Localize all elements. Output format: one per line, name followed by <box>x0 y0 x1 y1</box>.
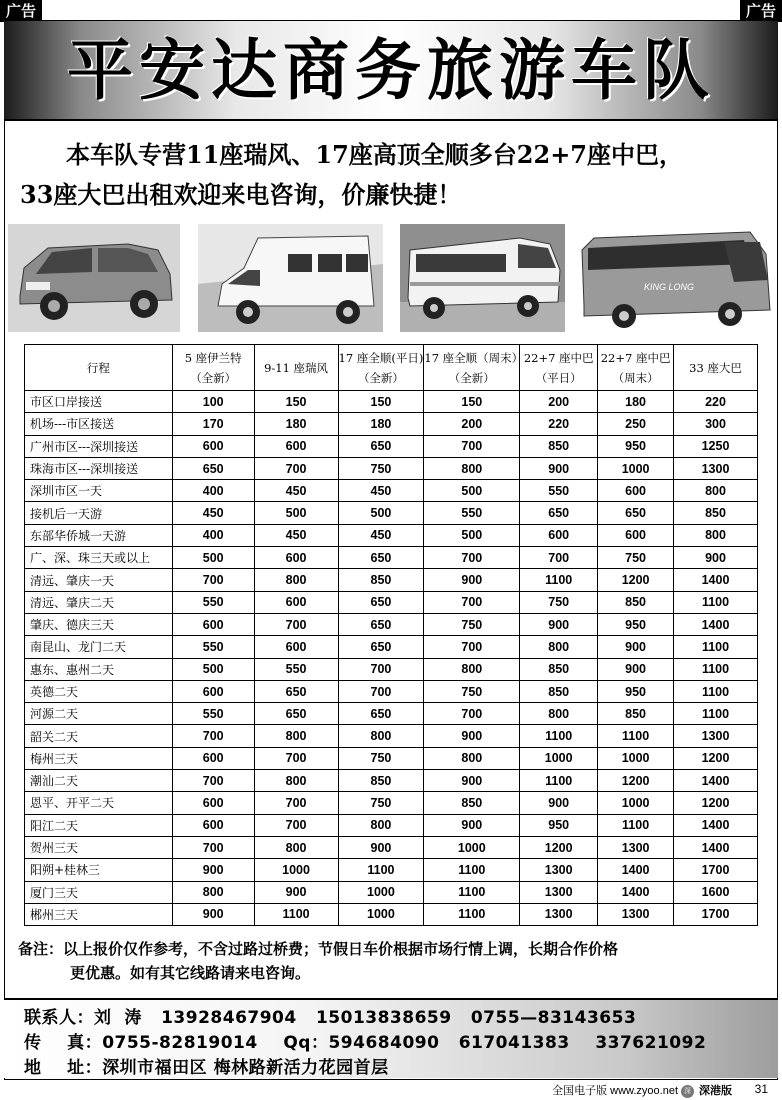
header-vehicle-3 <box>338 345 424 391</box>
route-cell: 南昆山、龙门二天 <box>25 636 173 658</box>
price-cell: 850 <box>338 770 424 792</box>
price-cell: 800 <box>424 747 520 769</box>
price-cell: 500 <box>254 502 338 524</box>
price-cell: 1100 <box>520 569 598 591</box>
table-row <box>25 770 758 792</box>
price-cell: 650 <box>254 703 338 725</box>
contact-person-row <box>24 1003 636 1028</box>
price-cell: 1000 <box>520 747 598 769</box>
price-cell: 450 <box>254 524 338 546</box>
price-cell: 900 <box>424 725 520 747</box>
price-cell: 800 <box>254 770 338 792</box>
table-row <box>25 881 758 903</box>
price-cell: 170 <box>172 413 254 435</box>
header-vehicle-2 <box>254 345 338 391</box>
price-cell: 1300 <box>674 725 758 747</box>
table-row <box>25 725 758 747</box>
price-cell: 1000 <box>338 903 424 925</box>
price-cell: 850 <box>520 435 598 457</box>
price-cell: 1100 <box>674 591 758 613</box>
price-cell: 550 <box>172 703 254 725</box>
table-row <box>25 836 758 858</box>
price-cell: 1000 <box>598 792 674 814</box>
price-cell: 1200 <box>674 747 758 769</box>
price-cell: 850 <box>674 502 758 524</box>
minivan-photo <box>8 224 180 332</box>
price-cell: 180 <box>254 413 338 435</box>
price-cell: 150 <box>254 391 338 413</box>
contact-fax-value: 0755-82819014 Qq：594684090 617041383 337621092 <box>102 1033 707 1053</box>
contact-address-row <box>24 1053 389 1078</box>
price-cell: 850 <box>598 591 674 613</box>
price-cell: 700 <box>172 569 254 591</box>
price-cell: 1400 <box>674 814 758 836</box>
price-cell: 1400 <box>674 613 758 635</box>
price-cell: 450 <box>254 480 338 502</box>
price-cell: 200 <box>424 413 520 435</box>
intro-line-2: 33座大巴出租欢迎来电咨询，价廉快捷！ <box>20 180 462 209</box>
price-cell: 1100 <box>424 859 520 881</box>
price-cell: 650 <box>338 703 424 725</box>
header-vehicle-7 <box>674 345 758 391</box>
table-header-row <box>25 345 758 391</box>
price-cell: 1700 <box>674 903 758 925</box>
price-cell: 750 <box>338 747 424 769</box>
table-row <box>25 680 758 702</box>
price-cell: 900 <box>172 859 254 881</box>
price-cell: 900 <box>520 792 598 814</box>
price-cell: 750 <box>424 613 520 635</box>
price-cell: 600 <box>598 480 674 502</box>
footer-site: 全国电子版 www.zyoo.net <box>552 1085 678 1097</box>
price-cell: 1100 <box>674 658 758 680</box>
route-cell: 市区口岸接送 <box>25 391 173 413</box>
route-cell: 河源二天 <box>25 703 173 725</box>
price-cell: 200 <box>520 391 598 413</box>
price-cell: 750 <box>338 792 424 814</box>
price-cell: 600 <box>520 524 598 546</box>
price-cell: 1200 <box>520 836 598 858</box>
table-row <box>25 502 758 524</box>
price-cell: 700 <box>338 680 424 702</box>
price-cell: 650 <box>338 636 424 658</box>
price-cell: 600 <box>172 792 254 814</box>
table-row <box>25 480 758 502</box>
contact-fax-label: 传 真： <box>24 1033 103 1053</box>
route-cell: 东部华侨城一天游 <box>25 524 173 546</box>
price-cell: 1100 <box>338 859 424 881</box>
price-cell: 850 <box>520 680 598 702</box>
header-line-2: （周末） <box>612 370 659 385</box>
header-line-1: 行程 <box>86 360 110 375</box>
price-cell: 950 <box>598 680 674 702</box>
header-route <box>25 345 173 391</box>
intro-line-1: 本车队专营11座瑞风、17座高顶全顺多台22+7座中巴， <box>66 140 684 169</box>
table-row <box>25 792 758 814</box>
price-cell: 850 <box>598 703 674 725</box>
coach-bus-photo <box>574 224 774 332</box>
price-cell: 800 <box>674 524 758 546</box>
price-cell: 550 <box>172 636 254 658</box>
price-cell: 900 <box>520 457 598 479</box>
title-banner <box>4 21 778 121</box>
price-cell: 750 <box>338 457 424 479</box>
price-cell: 900 <box>598 658 674 680</box>
price-cell: 1100 <box>598 814 674 836</box>
contact-address-value: 深圳市福田区 梅林路新活力花园首层 <box>102 1058 389 1078</box>
price-cell: 1200 <box>598 569 674 591</box>
price-cell: 1400 <box>598 881 674 903</box>
table-row <box>25 524 758 546</box>
price-cell: 220 <box>520 413 598 435</box>
price-cell: 550 <box>424 502 520 524</box>
route-cell: 惠东、惠州二天 <box>25 658 173 680</box>
table-row <box>25 457 758 479</box>
price-cell: 700 <box>424 547 520 569</box>
footer-edition: 深港版 <box>699 1085 732 1097</box>
price-cell: 1300 <box>598 903 674 925</box>
route-cell: 阳江二天 <box>25 814 173 836</box>
price-cell: 100 <box>172 391 254 413</box>
price-cell: 450 <box>338 524 424 546</box>
price-cell: 1100 <box>424 903 520 925</box>
page-footer <box>552 1082 732 1098</box>
price-cell: 500 <box>172 547 254 569</box>
price-cell: 1100 <box>674 636 758 658</box>
price-cell: 700 <box>172 836 254 858</box>
price-cell: 700 <box>424 435 520 457</box>
route-cell: 贺州三天 <box>25 836 173 858</box>
price-cell: 550 <box>520 480 598 502</box>
bus-brand-text: KING LONG <box>644 282 695 292</box>
price-cell: 1400 <box>598 859 674 881</box>
table-row <box>25 703 758 725</box>
table-row <box>25 658 758 680</box>
route-cell: 广州市区---深圳接送 <box>25 435 173 457</box>
price-cell: 650 <box>172 457 254 479</box>
price-cell: 900 <box>254 881 338 903</box>
price-cell: 1300 <box>520 903 598 925</box>
price-cell: 1700 <box>674 859 758 881</box>
price-cell: 1100 <box>674 703 758 725</box>
table-row <box>25 859 758 881</box>
price-cell: 600 <box>172 747 254 769</box>
route-cell: 珠海市区---深圳接送 <box>25 457 173 479</box>
price-cell: 250 <box>598 413 674 435</box>
price-cell: 700 <box>172 770 254 792</box>
price-cell: 800 <box>674 480 758 502</box>
price-cell: 150 <box>338 391 424 413</box>
price-cell: 950 <box>520 814 598 836</box>
price-cell: 600 <box>172 613 254 635</box>
table-row <box>25 569 758 591</box>
price-cell: 450 <box>338 480 424 502</box>
header-line-1: 9-11 座瑞风 <box>264 360 329 375</box>
header-line-2: （全新） <box>357 370 404 385</box>
route-cell: 英德二天 <box>25 680 173 702</box>
table-row <box>25 903 758 925</box>
price-cell: 550 <box>254 658 338 680</box>
route-cell: 清远、肇庆二天 <box>25 591 173 613</box>
ad-tag-left: 广告 <box>0 0 42 22</box>
price-cell: 650 <box>598 502 674 524</box>
price-cell: 650 <box>520 502 598 524</box>
price-cell: 800 <box>254 725 338 747</box>
price-cell: 700 <box>424 591 520 613</box>
price-cell: 500 <box>338 502 424 524</box>
price-cell: 900 <box>598 636 674 658</box>
price-cell: 850 <box>338 569 424 591</box>
header-vehicle-6 <box>598 345 674 391</box>
remarks-label: 备注： <box>18 940 64 958</box>
price-cell: 650 <box>254 680 338 702</box>
price-cell: 900 <box>674 547 758 569</box>
price-cell: 850 <box>520 658 598 680</box>
header-vehicle-5 <box>520 345 598 391</box>
price-cell: 600 <box>172 814 254 836</box>
remarks-line-2: 更优惠。如有其它线路请来电咨询。 <box>70 964 311 982</box>
price-cell: 800 <box>254 569 338 591</box>
route-cell: 恩平、开平二天 <box>25 792 173 814</box>
intro-text <box>20 135 770 215</box>
price-cell: 700 <box>338 658 424 680</box>
van-photo <box>198 224 383 332</box>
price-cell: 700 <box>254 613 338 635</box>
remarks-line-1: 以上报价仅作参考，不含过路过桥费；节假日车价根据市场行情上调，长期合作价格 <box>63 940 619 958</box>
minibus-photo <box>400 224 565 332</box>
price-cell: 950 <box>598 435 674 457</box>
price-cell: 800 <box>520 636 598 658</box>
price-cell: 600 <box>172 435 254 457</box>
price-cell: 950 <box>598 613 674 635</box>
price-cell: 550 <box>172 591 254 613</box>
price-cell: 1100 <box>598 725 674 747</box>
vehicle-photos <box>8 224 774 334</box>
price-cell: 600 <box>254 591 338 613</box>
price-cell: 150 <box>424 391 520 413</box>
page-title: 平安达商务旅游车队 <box>67 32 715 109</box>
price-cell: 1200 <box>598 770 674 792</box>
price-cell: 700 <box>254 814 338 836</box>
route-cell: 肇庆、德庆三天 <box>25 613 173 635</box>
price-cell: 1100 <box>520 770 598 792</box>
price-cell: 700 <box>424 636 520 658</box>
price-cell: 700 <box>172 725 254 747</box>
route-cell: 郴州三天 <box>25 903 173 925</box>
price-cell: 900 <box>172 903 254 925</box>
price-cell: 180 <box>338 413 424 435</box>
price-cell: 1000 <box>598 747 674 769</box>
header-vehicle-4 <box>424 345 524 391</box>
price-cell: 1400 <box>674 836 758 858</box>
price-cell: 1200 <box>674 792 758 814</box>
route-cell: 广、深、珠三天或以上 <box>25 547 173 569</box>
page-number: 31 <box>754 1082 768 1096</box>
route-cell: 韶关二天 <box>25 725 173 747</box>
price-table <box>24 344 758 926</box>
table-row <box>25 547 758 569</box>
price-cell: 500 <box>172 658 254 680</box>
price-cell: 700 <box>424 703 520 725</box>
table-row <box>25 435 758 457</box>
price-cell: 600 <box>598 524 674 546</box>
ad-tag-right: 广告 <box>740 0 782 22</box>
route-cell: 接机后一天游 <box>25 502 173 524</box>
price-cell: 800 <box>338 814 424 836</box>
price-cell: 800 <box>172 881 254 903</box>
price-cell: 700 <box>254 747 338 769</box>
price-cell: 1400 <box>674 770 758 792</box>
price-cell: 800 <box>424 658 520 680</box>
price-cell: 800 <box>424 457 520 479</box>
price-cell: 700 <box>254 792 338 814</box>
contact-panel <box>4 998 778 1078</box>
price-cell: 450 <box>172 502 254 524</box>
price-cell: 650 <box>338 613 424 635</box>
header-line-2: （全新） <box>190 370 237 385</box>
price-cell: 600 <box>254 547 338 569</box>
price-cell: 400 <box>172 480 254 502</box>
price-cell: 750 <box>424 680 520 702</box>
price-cell: 600 <box>172 680 254 702</box>
header-line-2: （全新） <box>448 370 495 385</box>
price-cell: 750 <box>520 591 598 613</box>
price-cell: 1100 <box>674 680 758 702</box>
price-cell: 650 <box>338 435 424 457</box>
price-cell: 850 <box>424 792 520 814</box>
price-cell: 1250 <box>674 435 758 457</box>
header-line-1: 22+7 座中巴 <box>523 350 594 365</box>
table-row <box>25 636 758 658</box>
price-cell: 180 <box>598 391 674 413</box>
price-cell: 650 <box>338 547 424 569</box>
price-cell: 650 <box>338 591 424 613</box>
price-cell: 700 <box>520 547 598 569</box>
header-line-1: 5 座伊兰特 <box>184 350 242 365</box>
price-cell: 1100 <box>424 881 520 903</box>
price-cell: 700 <box>254 457 338 479</box>
table-row <box>25 413 758 435</box>
route-cell: 机场---市区接送 <box>25 413 173 435</box>
table-row <box>25 814 758 836</box>
price-cell: 900 <box>424 814 520 836</box>
price-cell: 500 <box>424 480 520 502</box>
price-cell: 1000 <box>598 457 674 479</box>
route-cell: 潮汕二天 <box>25 770 173 792</box>
price-cell: 1100 <box>254 903 338 925</box>
price-cell: 800 <box>254 836 338 858</box>
price-cell: 1300 <box>674 457 758 479</box>
header-line-1: 17 座全顺(平日) <box>338 350 424 365</box>
remarks <box>18 937 768 985</box>
contact-person-value: 刘 涛 13928467904 15013838659 0755—83143653 <box>94 1008 637 1028</box>
price-cell: 900 <box>520 613 598 635</box>
price-cell: 500 <box>424 524 520 546</box>
price-cell: 600 <box>254 636 338 658</box>
price-cell: 900 <box>338 836 424 858</box>
footer-logo-icon: 深 <box>681 1085 694 1098</box>
price-cell: 600 <box>254 435 338 457</box>
price-cell: 750 <box>598 547 674 569</box>
route-cell: 梅州三天 <box>25 747 173 769</box>
price-cell: 300 <box>674 413 758 435</box>
route-cell: 阳朔+桂林三 <box>25 859 173 881</box>
price-cell: 800 <box>520 703 598 725</box>
table-row <box>25 391 758 413</box>
table-row <box>25 747 758 769</box>
price-cell: 1000 <box>254 859 338 881</box>
table-row <box>25 591 758 613</box>
price-cell: 900 <box>424 770 520 792</box>
header-vehicle-1 <box>172 345 254 391</box>
table-body <box>25 391 758 926</box>
price-cell: 1300 <box>520 881 598 903</box>
route-cell: 深圳市区一天 <box>25 480 173 502</box>
price-cell: 1400 <box>674 569 758 591</box>
price-cell: 900 <box>424 569 520 591</box>
header-line-1: 22+7 座中巴 <box>600 350 671 365</box>
table-row <box>25 613 758 635</box>
price-cell: 800 <box>338 725 424 747</box>
price-cell: 1100 <box>520 725 598 747</box>
contact-fax-row <box>24 1028 706 1053</box>
contact-address-label: 地 址： <box>24 1058 103 1078</box>
header-line-1: 33 座大巴 <box>689 360 742 375</box>
price-cell: 1000 <box>338 881 424 903</box>
price-cell: 1600 <box>674 881 758 903</box>
route-cell: 清远、肇庆一天 <box>25 569 173 591</box>
price-cell: 1300 <box>598 836 674 858</box>
price-cell: 1000 <box>424 836 520 858</box>
header-line-1: 17 座全顺（周末） <box>424 350 524 365</box>
price-cell: 400 <box>172 524 254 546</box>
contact-person-label: 联系人： <box>24 1008 94 1028</box>
price-cell: 1300 <box>520 859 598 881</box>
price-cell: 220 <box>674 391 758 413</box>
header-line-2: （平日） <box>535 370 582 385</box>
route-cell: 厦门三天 <box>25 881 173 903</box>
